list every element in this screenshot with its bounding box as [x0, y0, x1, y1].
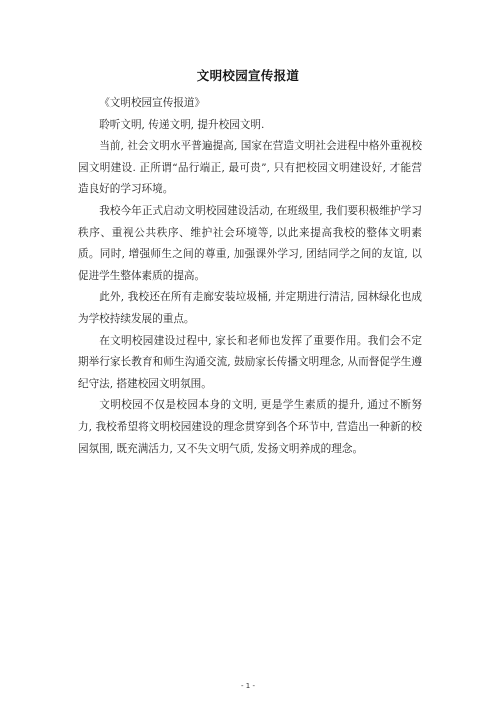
document-body: [78, 93, 422, 460]
paragraph-slogan: 聆听文明, 传递文明, 提升校园文明.: [99, 118, 265, 131]
paragraph-environment: 此外, 我校还在所有走廊安装垃圾桶, 并定期进行清洁, 园林绿化也成为学校持续发展的重点。: [78, 291, 422, 325]
paragraph-parents-teachers: 在文明校园建设过程中, 家长和老师也发挥了重要作用。我们会不定期举行家长教育和师生沟通交流, 鼓励家长传播文明理念, 从而督促学生遵纪守法, 搭建校园文明氛围。: [78, 334, 422, 390]
paragraph-book-title: 《文明校园宣传报道》: [99, 97, 206, 109]
paragraph-intro: 当前, 社会文明水平普遍提高, 国家在营造文明社会进程中格外重视校园文明建设. 正所谓“品行端正, 最可贵”, 只有把校园文明建设好, 才能营造良好的学习环境。: [78, 140, 422, 196]
page-number: - 1 -: [241, 682, 255, 690]
paragraph-activity: 我校今年正式启动文明校园建设活动, 在班级里, 我们要积极维护学习秩序、重视公共秩序、维护社会环境等, 以此来提高我校的整体文明素质。同时, 增强师生之间的尊重, 加强课外学习, 团结同学之间的友谊, 以促进学生整体素质的提高。: [78, 204, 422, 282]
document-title: 文明校园宣传报道: [196, 68, 300, 83]
paragraph-conclusion: 文明校园不仅是校园本身的文明, 更是学生素质的提升, 通过不断努力, 我校希望将文明校园建设的理念贯穿到各个环节中, 营造出一种新的校园氛围, 既充满活力, 又不失文明气质, 发扬文明养成的理念。: [78, 399, 422, 455]
